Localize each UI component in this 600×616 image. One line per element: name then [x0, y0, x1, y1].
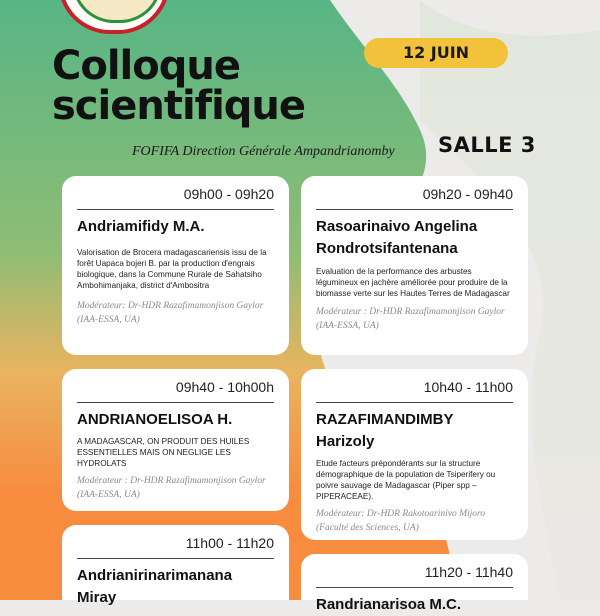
moderator: Modérateur : Dr-HDR Razafimamonjison Gaylor (IAA-ESSA, UA): [77, 476, 266, 500]
talk-topic: A MADAGASCAR, ON PRODUIT DES HUILES ESSENTIELLES MAIS ON NEGLIGE LES HYDROLATS: [77, 437, 250, 468]
divider: [316, 587, 513, 588]
divider: [77, 402, 274, 403]
date-badge: 12 JUIN: [364, 38, 508, 68]
talk-topic: Evaluation de la performance des arbustes légumineux en jachère améliorée pour produire de la biomasse verte sur les Hautes Terres de Madagascar: [316, 267, 510, 298]
session-card: [62, 525, 289, 606]
talk-topic: Valorisation de Brocera madagascariensis issu de la forêt Uapaca bojeri B. par la production d'engrais biologique, dans la Commune Rurale de Sahatsiho Ambohimanjaka, district d'Ambositra: [77, 248, 267, 290]
session-time: 11h00 - 11h20: [185, 535, 274, 551]
logo-emblem: [72, 0, 162, 23]
session-card: [62, 369, 289, 511]
speaker-name: Andrianirinarimanana Miray: [77, 567, 233, 606]
session-time: 09h00 - 09h20: [183, 186, 274, 202]
speaker-name: Randrianarisoa M.C.: [316, 596, 462, 613]
session-card: [62, 176, 289, 355]
speaker-name: ANDRIANOELISOA H.: [77, 411, 233, 428]
session-card: [301, 176, 528, 355]
session-time: 09h40 - 10h00h: [175, 379, 274, 395]
speaker-name: RAZAFIMANDIMBY Harizoly: [316, 411, 454, 450]
moderator: Modérateur : Dr-HDR Razafimamonjison Gaylor (IAA-ESSA, UA): [316, 307, 505, 331]
talk-topic: Etude facteurs prépondérants sur la structure démographique de la population de Tsiperifery ou poivre sauvage de Madagascar (Piper spp – PIPERACEAE).: [316, 459, 496, 501]
session-time: 11h20 - 11h40: [424, 564, 513, 580]
page-title-line-2: scientifique: [52, 83, 306, 129]
divider: [316, 402, 513, 403]
room-label: SALLE 3: [438, 133, 536, 157]
divider: [77, 558, 274, 559]
speaker-name: Rasoarinaivo Angelina Rondrotsifantenana: [316, 218, 478, 257]
session-time: 09h20 - 09h40: [422, 186, 513, 202]
divider: [77, 209, 274, 210]
divider: [316, 209, 513, 210]
moderator: Modérateur: Dr-HDR Rakotoarinivo Mijoro (Faculté des Sciences, UA): [316, 509, 486, 533]
page-title-line-1: Colloque: [52, 43, 240, 89]
session-time: 10h40 - 11h00: [423, 379, 513, 395]
session-card: [301, 369, 528, 540]
speaker-name: Andriamifidy M.A.: [77, 218, 205, 235]
organizer-subtitle: FOFIFA Direction Générale Ampandrianomby: [132, 144, 395, 159]
session-card: [301, 554, 528, 613]
moderator: Modérateur: Dr-HDR Razafimamonjison Gaylor (IAA-ESSA, UA): [77, 301, 264, 325]
